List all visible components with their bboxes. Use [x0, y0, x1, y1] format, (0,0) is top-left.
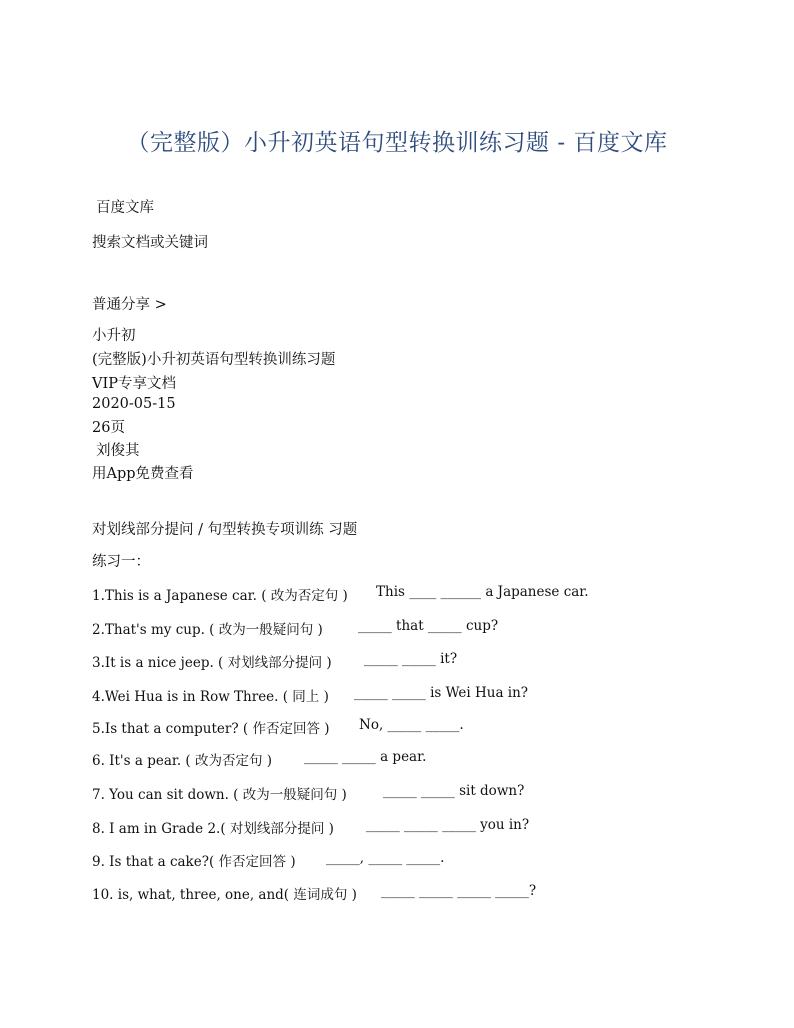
question-prompt: 3.It is a nice jeep. ( 对划线部分提问 )	[92, 655, 332, 671]
question-item	[92, 685, 529, 705]
question-item	[92, 717, 464, 737]
question-prompt: 2.That's my cup. ( 改为一般疑问句 )	[92, 622, 323, 638]
question-prompt: 9. Is that a cake?( 作否定回答 )	[92, 854, 296, 870]
question-item	[92, 783, 525, 803]
app-view-link[interactable]: 用App免费查看	[92, 466, 194, 482]
question-prompt: 6. It's a pear. ( 改为否定句 )	[92, 753, 273, 769]
question-answer: _____, _____ _____.	[326, 850, 445, 866]
question-answer: This ____ ______ a Japanese car.	[376, 584, 589, 600]
vip-badge: VIP专享文档	[92, 376, 176, 392]
question-prompt: 10. is, what, three, one, and( 连词成句 )	[92, 887, 357, 903]
question-prompt: 5.Is that a computer? ( 作否定回答 )	[92, 721, 330, 737]
question-prompt: 7. You can sit down. ( 改为一般疑问句 )	[92, 787, 347, 803]
question-prompt: 4.Wei Hua is in Row Three. ( 同上 )	[92, 689, 329, 705]
search-placeholder[interactable]: 搜索文档或关键词	[92, 235, 208, 251]
publish-date: 2020-05-15	[92, 396, 176, 412]
section-heading: 对划线部分提问 / 句型转换专项训练 习题	[92, 522, 358, 538]
document-title: （完整版）小升初英语句型转换训练习题 - 百度文库	[126, 130, 668, 156]
question-item	[92, 883, 537, 903]
question-answer: _____ _____ a pear.	[304, 749, 427, 765]
page-count: 26页	[92, 420, 125, 436]
question-item	[92, 618, 499, 638]
question-answer: _____ that _____ cup?	[358, 618, 499, 634]
question-answer: _____ _____ is Wei Hua in?	[354, 685, 529, 701]
question-item	[92, 584, 589, 604]
question-prompt: 1.This is a Japanese car. ( 改为否定句 )	[92, 588, 348, 604]
question-item	[92, 817, 530, 837]
question-answer: _____ _____ sit down?	[383, 783, 525, 799]
category-label[interactable]: 小升初	[92, 328, 136, 344]
author-name: 刘俊其	[96, 443, 140, 459]
question-item	[92, 850, 445, 870]
question-answer: _____ _____ it?	[364, 651, 458, 667]
question-answer: No, _____ _____.	[359, 717, 464, 733]
question-answer: _____ _____ _____ you in?	[366, 817, 530, 833]
question-prompt: 8. I am in Grade 2.( 对划线部分提问 )	[92, 821, 334, 837]
exercise-label: 练习一：	[92, 554, 150, 570]
doc-title: (完整版)小升初英语句型转换训练习题	[92, 352, 336, 368]
breadcrumb[interactable]: 普通分享 >	[92, 297, 167, 313]
question-item	[92, 749, 427, 769]
site-name[interactable]: 百度文库	[96, 200, 154, 216]
question-item	[92, 651, 458, 671]
question-answer: _____ _____ _____ _____?	[381, 883, 537, 899]
